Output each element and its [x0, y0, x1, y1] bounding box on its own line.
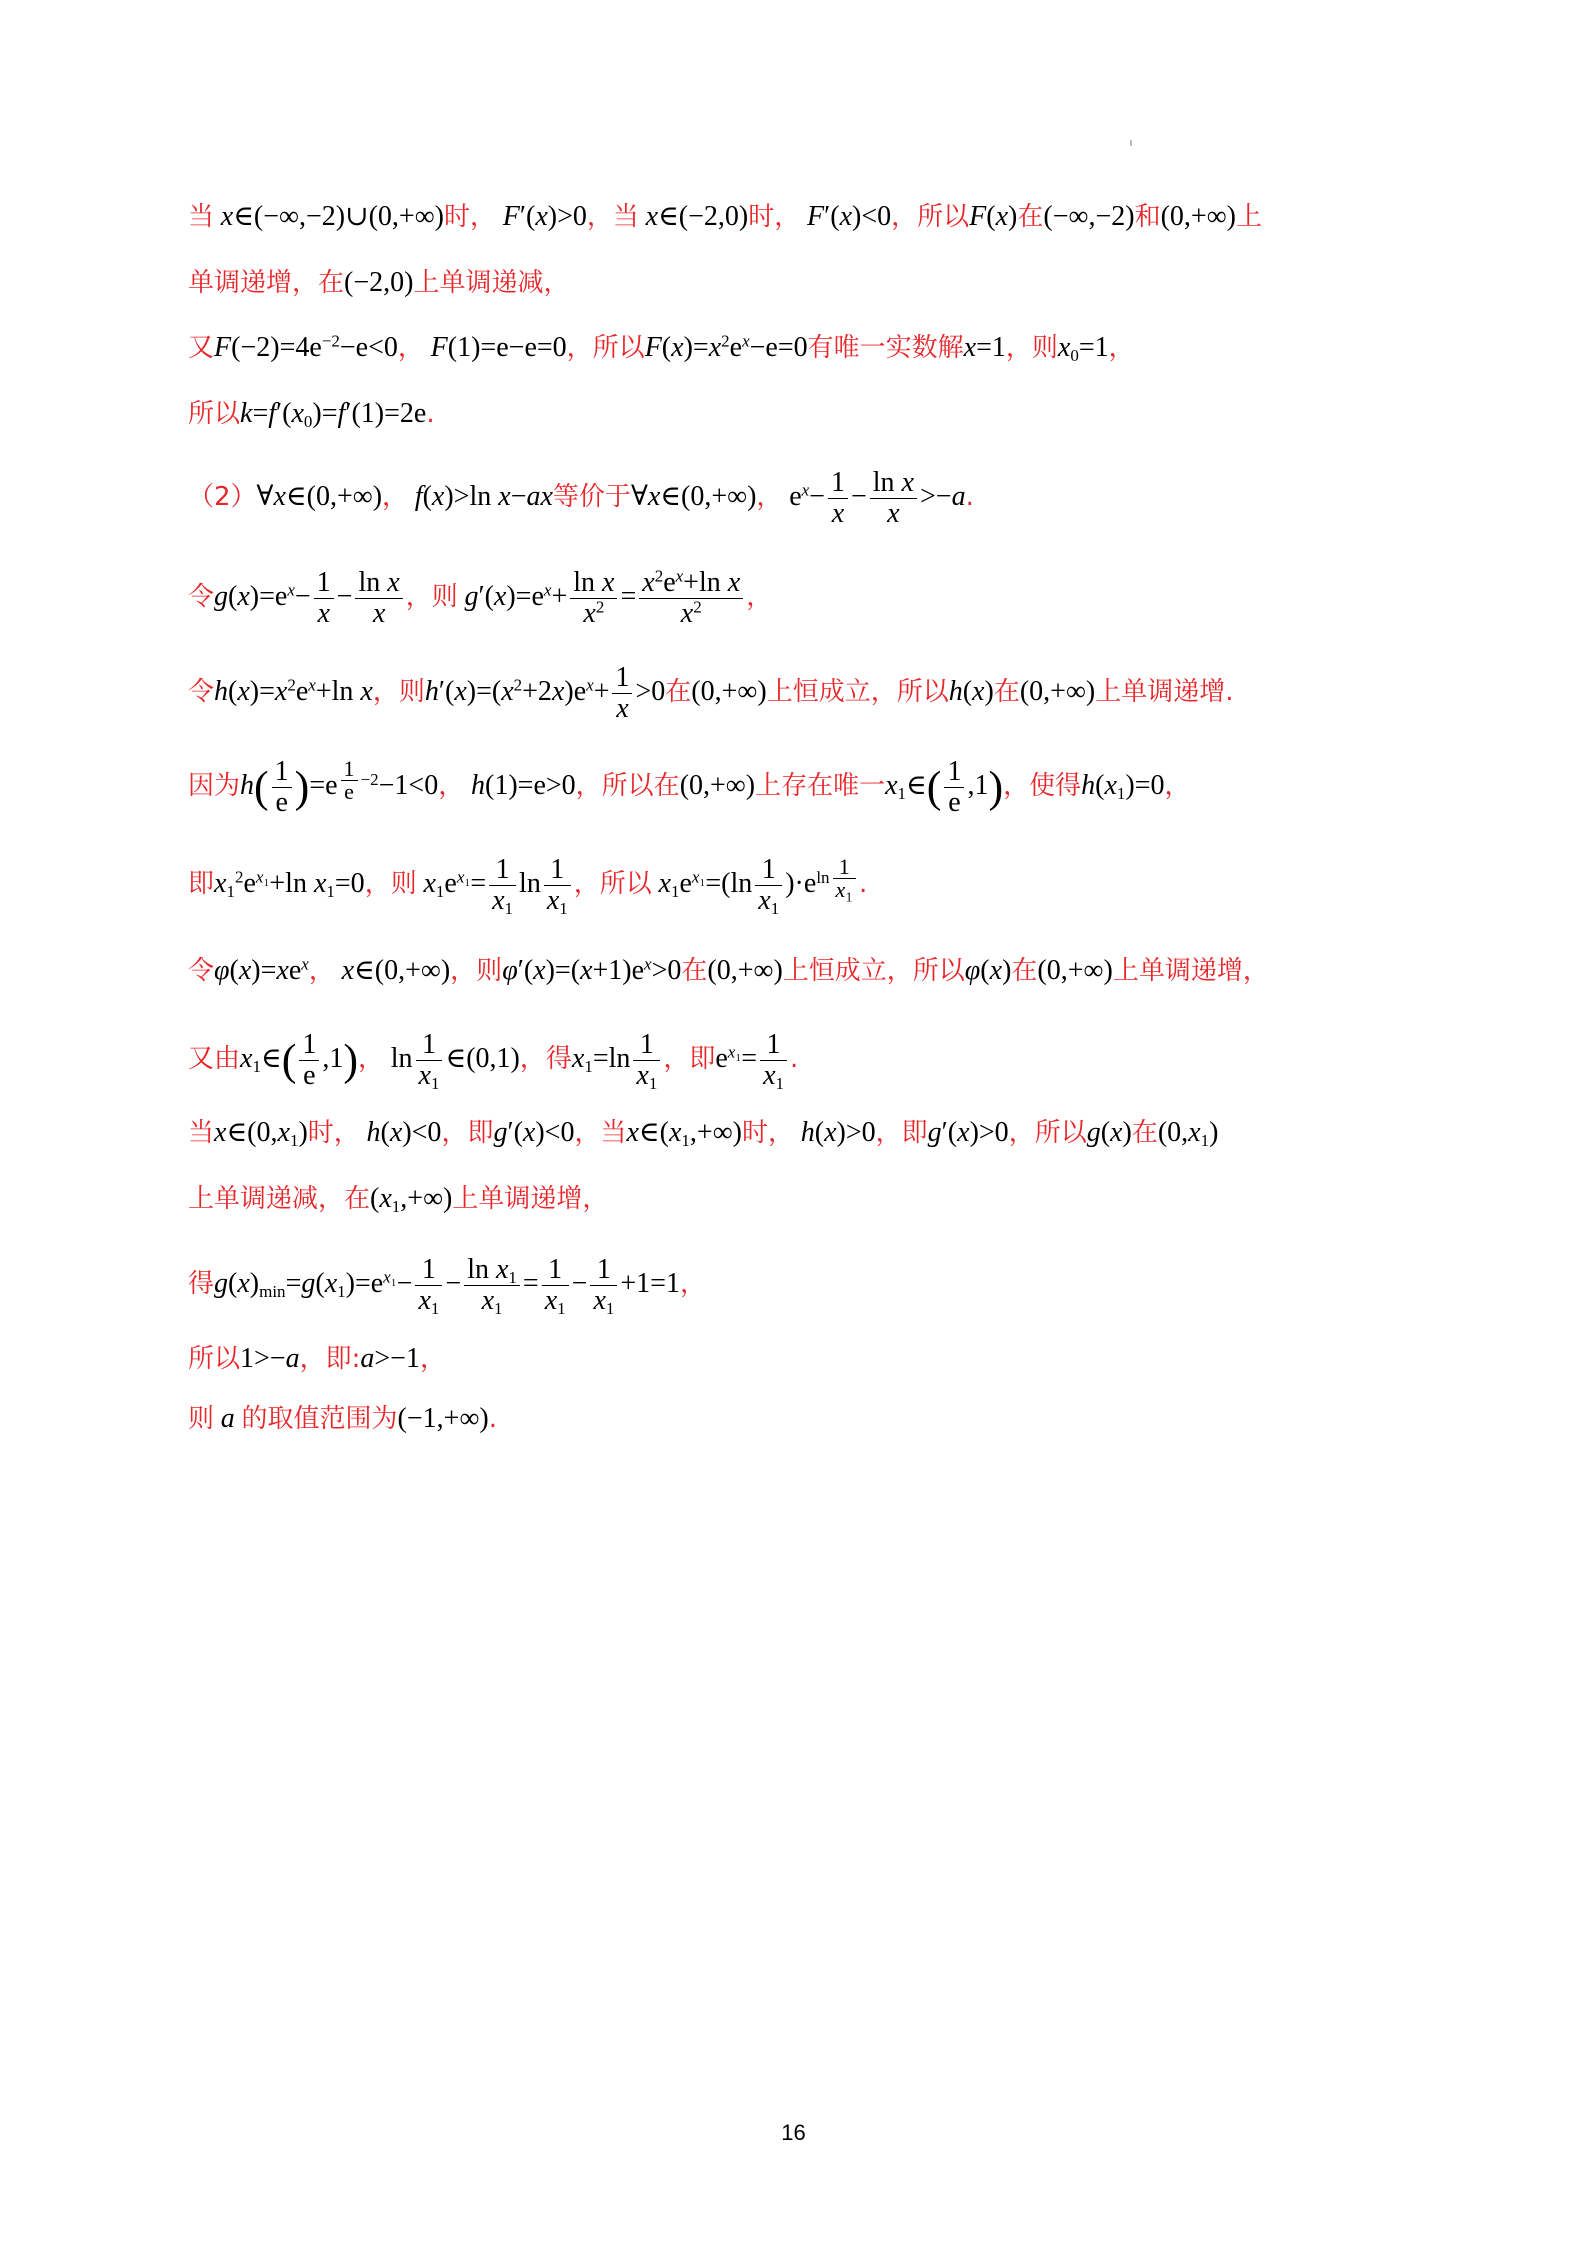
solution-line-16: 则 a 的取值范围为(−1,+∞).	[188, 1403, 497, 1434]
page-number: 16	[781, 2120, 806, 2145]
solution-line-4: 所以$k=f'(x_0)=f'(1)=2e$.	[188, 398, 435, 432]
solution-line-6: 令$g(x)=e^x-$ $\frac{1}{x}$ − $\frac{\text{ln x}}{x}$ ，则 $g'(x)=e^x+$ $\frac{\text{ln x}}{x^2}$ = $\frac{x^2e^x+\ln x}{x^2}$ ，	[188, 566, 773, 629]
solution-line-3: 又$F(-2)=4e^{-2}-e<0$， F(1)=e−e=0，所以$F(x)=x^2e^x-e=0$有唯一实数解x=1，则$x_0=1$，	[188, 331, 1135, 366]
solution-line-15: 所以1>−a，即:a>−1，	[188, 1343, 446, 1374]
solution-line-7: 令$h(x)=x^2e^x+\ln$ x，则$h'(x)=(x^2+2x)e^x+$ $\frac{1}{x}$ >0在(0,+∞)上恒成立，所以h(x)在(0,+∞)上单调递增.	[188, 662, 1234, 724]
solution-line-10: 令$\varphi(x)=xe^x$， x∈(0,+∞)，则$\varphi'(x)=(x+1)e^x>0$在(0,+∞)上恒成立，所以φ(x)在(0,+∞)上单调递增，	[188, 954, 1269, 986]
solution-line-13: 上单调递减，在$(x_1,+\infty)$上单调递增，	[188, 1183, 609, 1217]
solution-line-8: 因为h( $\frac{1}{e}$ )=e $^{\frac{1}{e} -2}$−1<0， h(1)=e>0，所以在(0,+∞)上存在唯一$x_1\in$( $\frac{1}{e}$ ,1)，使得$h(x_1)=0$，	[188, 756, 1191, 818]
solution-line-5: （2）∀x∈(0,+∞)， f(x)>ln x−ax等价于∀x∈(0,+∞)， $e^x-$ $\frac{1}{x}$ − $\frac{\text{ln x}}{x}$ >−a.	[188, 467, 974, 529]
solution-line-11: 又由$x_1\in$( $\frac{1}{e}$ ,1)， ln $\frac{1}{x_1}$ ∈(0,1)，得$x_1=\ln$ $\frac{1}{x_1}$ ，即$e^{x_1}=$ $\frac{1}{x_1}$ .	[188, 1029, 799, 1094]
solution-line-2: 单调递增，在(−2,0)上单调递减，	[188, 267, 570, 298]
scan-mark	[1130, 140, 1132, 146]
solution-line-9: 即$x_1^2e^{x_1}+\ln$ $x_1=0$，则 $x_1e^{x_1}=$ $\frac{1}{x_1}$ ln $\frac{1}{x_1}$ ，所以 $x_1e^{x_1}=(\ln$ $\frac{1}{x_1}$ )$\cdot e^{ln \frac{1}{\text{x₁}}}$ .	[188, 854, 868, 919]
solution-line-14: 得$g(x)_{min}=g(x_1)=e^{x_1}-$ $\frac{1}{x_1}$ − $\frac{\ln x_1}{x_1}$ = $\frac{1}{x_1}$ − $\frac{1}{x_1}$ +1=1，	[188, 1254, 706, 1319]
solution-line-12: 当$x\in(0,x_1)$时， h(x)<0，即g′(x)<0，当$x\in(x_1,+\infty)$时， h(x)>0，即g′(x)>0，所以g(x)在$(0,x_1)$	[188, 1117, 1219, 1151]
solution-line-1: 当 x∈(−∞,−2)∪(0,+∞)时， F′(x)>0，当 x∈(−2,0)时， F′(x)<0，所以F(x)在(−∞,−2)和(0,+∞)上	[188, 201, 1263, 232]
